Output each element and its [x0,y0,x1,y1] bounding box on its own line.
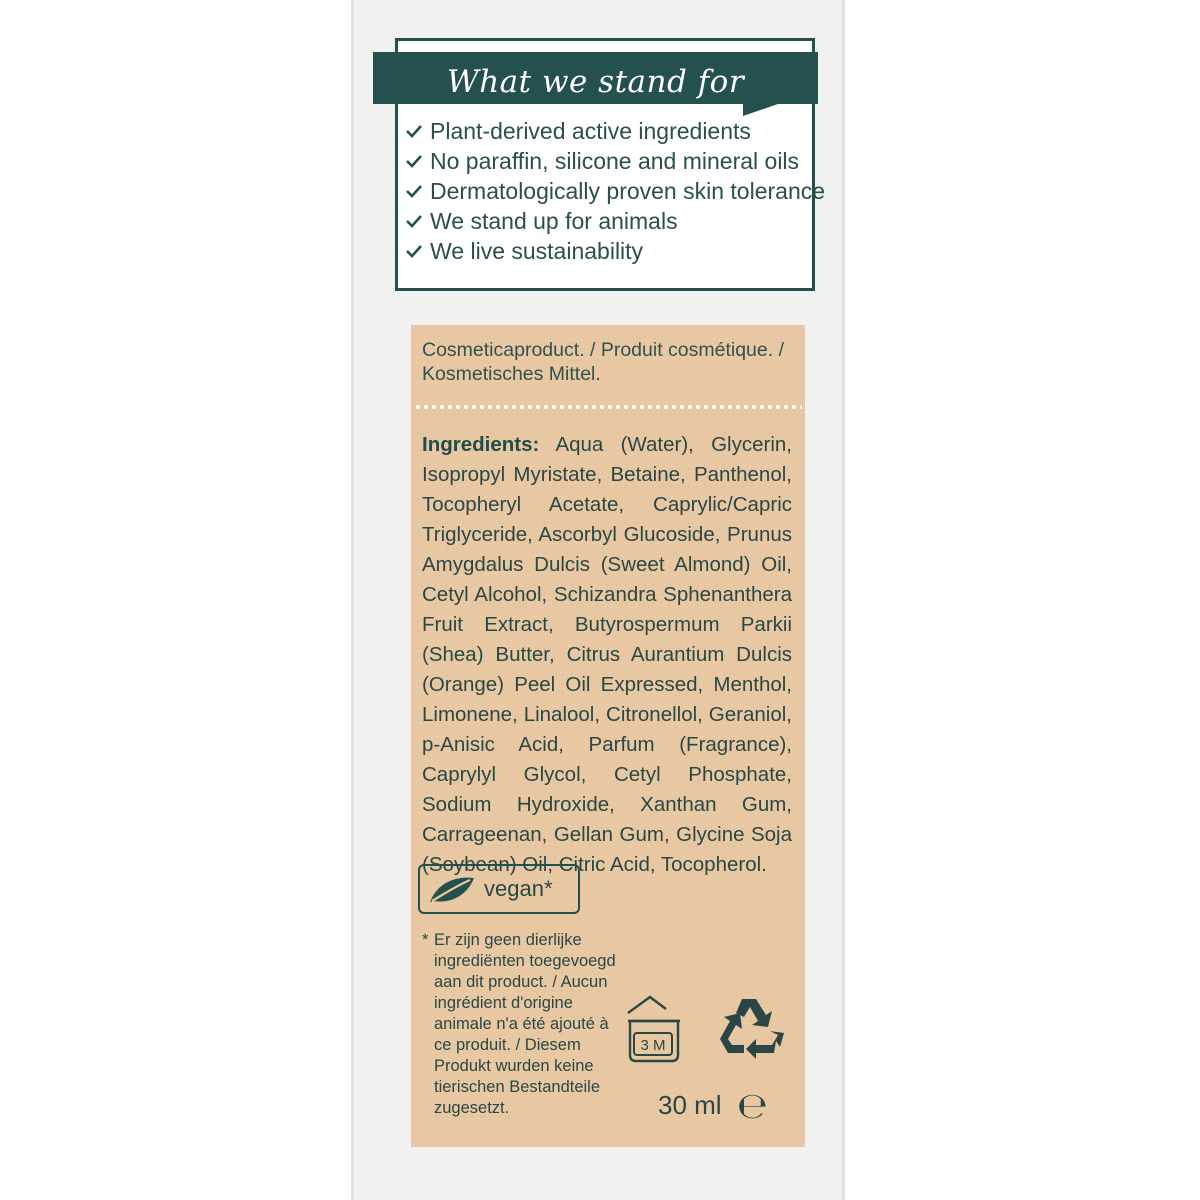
list-item-label: Plant-derived active ingredients [430,118,751,144]
check-icon [406,146,430,176]
list-item [406,206,825,236]
list-item-label: We stand up for animals [430,208,678,234]
vegan-badge [418,864,580,914]
pao-label: 3 M [640,1037,666,1054]
ingredients-block [422,430,792,880]
list-item-label: We live sustainability [430,238,644,264]
check-icon [406,176,430,206]
leaf-icon [428,874,476,906]
list-item-label: Dermatologically proven skin tolerance [430,178,826,204]
recycle-icon [712,993,786,1063]
footnote-text: Er zijn geen dierlijke ingrediënten toegevoegd aan dit product. / Aucun ingrédient d'origine animale n'a été ajouté à ce produit. / Diesem Produkt wurden keine tierischen Bestandteile zugesetzt. [434,931,616,1117]
list-item [406,176,825,206]
list-item [406,146,825,176]
package-fold-left [351,0,354,1200]
estimated-sign-icon: ℮ [737,1086,768,1127]
check-icon [406,206,430,236]
check-icon [406,116,430,146]
list-item [406,236,825,266]
footnote-star: * [422,931,429,949]
package-fold-right [842,0,845,1200]
stand-for-list [406,116,825,266]
open-jar-icon [622,993,684,1067]
check-icon [406,236,430,266]
ingredients-text: Aqua (Water), Glycerin, Isopropyl Myristate, Betaine, Panthenol, Tocopheryl Acetate, Caprylic/Capric Triglyceride, Ascorbyl Glucoside, Prunus Amygdalus Dulcis (Sweet Almond) Oil, Cetyl Alcohol, Schizandra Sphenanthera Fruit Extract, Butyrospermum Parkii (Shea) Butter, Citrus Aurantium Dulcis (Orange) Peel Oil Expressed, Menthol, Limonene, Linalool, Citronellol, Geraniol, p-Anisic Acid, Parfum (Fragrance), Caprylyl Glycol, Cetyl Phosphate, Sodium Hydroxide, Xanthan Gum, Carrageenan, Gellan Gum, Glycine Soja (Soybean) Oil, Citric Acid, Tocopherol. [422,433,792,876]
stand-for-title: What we stand for [446,64,745,100]
stand-for-banner [373,52,818,116]
vegan-footnote [424,930,629,1119]
volume: 30 ml [658,1090,722,1120]
vegan-label: vegan* [484,876,553,901]
ingredients-heading: Ingredients: [422,433,540,456]
product-type: Cosmeticaproduct. / Produit cosmétique. / Kosmetisches Mittel. [422,339,784,385]
list-item-label: No paraffin, silicone and mineral oils [430,148,800,174]
list-item [406,116,825,146]
dotted-divider [414,405,802,409]
